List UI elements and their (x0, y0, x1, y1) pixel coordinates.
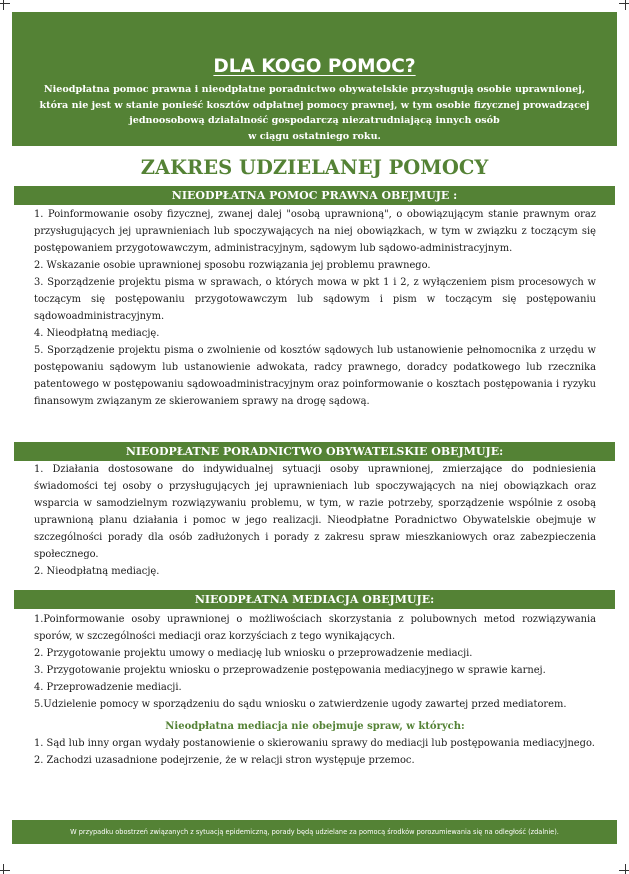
list-item: 2. Przygotowanie projektu umowy o mediację lub wniosku o przeprowadzenie mediacji. (34, 648, 473, 659)
list-item: 5. Sporządzenie projektu pisma o zwolnienie od kosztów sądowych lub ustanowienie pełnomocnika z urzędu w postępowaniu sądowym lub ustanowienie adwokata, radcy prawnego, doradcy podatkowego lub rzecznika patentowego w postępowaniu sądowoadministracyjnym oraz poinformowanie o kosztach postępowania i ryzyku finansowym związanym ze skierowaniem sprawy na drogę sądową. (34, 345, 596, 407)
header-line: jednoosobową działalność gospodarczą niezatrudniającą innych osób (129, 115, 500, 127)
header-line: Nieodpłatna pomoc prawna i nieodpłatne poradnictwo obywatelskie przysługują osobie uprawnionej, (43, 84, 586, 95)
list-item: 4. Nieodpłatną mediację. (34, 328, 160, 339)
header-banner (12, 12, 617, 146)
list-item: 3. Przygotowanie projektu wniosku o przeprowadzenie postępowania mediacyjnego w sprawie karnej. (34, 665, 546, 676)
list-item: 5.Udzielenie pomocy w sporządzeniu do sądu wniosku o zatwierdzenie ugody zawartej przed mediatorem. (34, 699, 567, 710)
list-item: 4. Przeprowadzenie mediacji. (34, 682, 182, 693)
crop-mark (3, 0, 4, 10)
list-item: 1. Sąd lub inny organ wydały postanowienie o skierowaniu sprawy do mediacji lub postępowania mediacyjnego. (34, 738, 595, 749)
page-title: ZAKRES UDZIELANEJ POMOCY (140, 156, 489, 179)
section-heading-mediation: NIEODPŁATNA MEDIACJA OBEJMUJE: (14, 590, 615, 609)
header-line: w ciągu ostatniego roku. (248, 130, 381, 142)
crop-mark (619, 3, 629, 4)
crop-mark (3, 864, 4, 874)
list-item: 1. Działania dostosowane do indywidualnej sytuacji osoby uprawnionej, zmierzające do podniesienia świadomości tej osoby o przysługujących jej uprawnieniach lub spoczywających na niej obowiązkach oraz wsparcia w samodzielnym rozwiązywaniu problemu, w tym, w razie potrzeby, sporządzenie wspólnie z osobą uprawnioną planu działania i pomoc w jego realizacji. Nieodpłatne Poradnictwo Obywatelskie obejmuje w szczególności porady dla osób zadłużonych i porady z zakresu spraw mieszkaniowych oraz zabezpieczenia społecznego. (34, 464, 596, 560)
footer-notice: W przypadku obostrzeń związanych z sytuacją epidemiczną, porady będą udzielane za pomocą środków porozumiewania się na odległość (zdalnie). (12, 820, 617, 844)
crop-mark (0, 870, 10, 871)
header-description (26, 82, 603, 144)
section-mediation (34, 611, 596, 769)
header-title: DLA KOGO POMOC? (213, 56, 416, 77)
section-legal-aid (34, 206, 596, 410)
section-heading-civic-counseling: NIEODPŁATNE PORADNICTWO OBYWATELSKIE OBEJMUJE: (14, 442, 615, 461)
mediation-exclusions-heading: Nieodpłatna mediacja nie obejmuje spraw, w których: (165, 721, 465, 732)
crop-mark (0, 3, 10, 4)
crop-mark (625, 864, 626, 874)
list-item: 1.Poinformowanie osoby uprawnionej o możliwościach skorzystania z polubownych metod rozwiązywania sporów, w szczególności mediacji oraz korzyściach z tego wynikających. (34, 614, 596, 642)
list-item: 2. Zachodzi uzasadnione podejrzenie, że w relacji stron występuje przemoc. (34, 755, 415, 766)
list-item: 3. Sporządzenie projektu pisma w sprawach, o których mowa w pkt 1 i 2, z wyłączeniem pism procesowych w toczącym się postępowaniu przygotowawczym lub sądowym i pism w toczącym się postępowaniu sądowoadministracyjnym. (34, 277, 596, 322)
crop-mark (619, 870, 629, 871)
section-civic-counseling (34, 461, 596, 580)
crop-mark (625, 0, 626, 10)
list-item: 2. Nieodpłatną mediację. (34, 566, 160, 577)
header-line: która nie jest w stanie ponieść kosztów odpłatnej pomocy prawnej, w tym osobie fizycznej prowadzącej (39, 99, 590, 111)
section-heading-legal-aid: NIEODPŁATNA POMOC PRAWNA OBEJMUJE : (14, 186, 615, 205)
list-item: 2. Wskazanie osobie uprawnionej sposobu rozwiązania jej problemu prawnego. (34, 260, 431, 271)
list-item: 1. Poinformowanie osoby fizycznej, zwanej dalej "osobą uprawnioną", o obowiązującym stanie prawnym oraz przysługujących jej uprawnieniach lub spoczywających na niej obowiązkach, w tym w związku z toczącym się postępowaniem przygotowawczym, administracyjnym, sądowym lub sądowo-administracyjnym. (34, 209, 596, 254)
